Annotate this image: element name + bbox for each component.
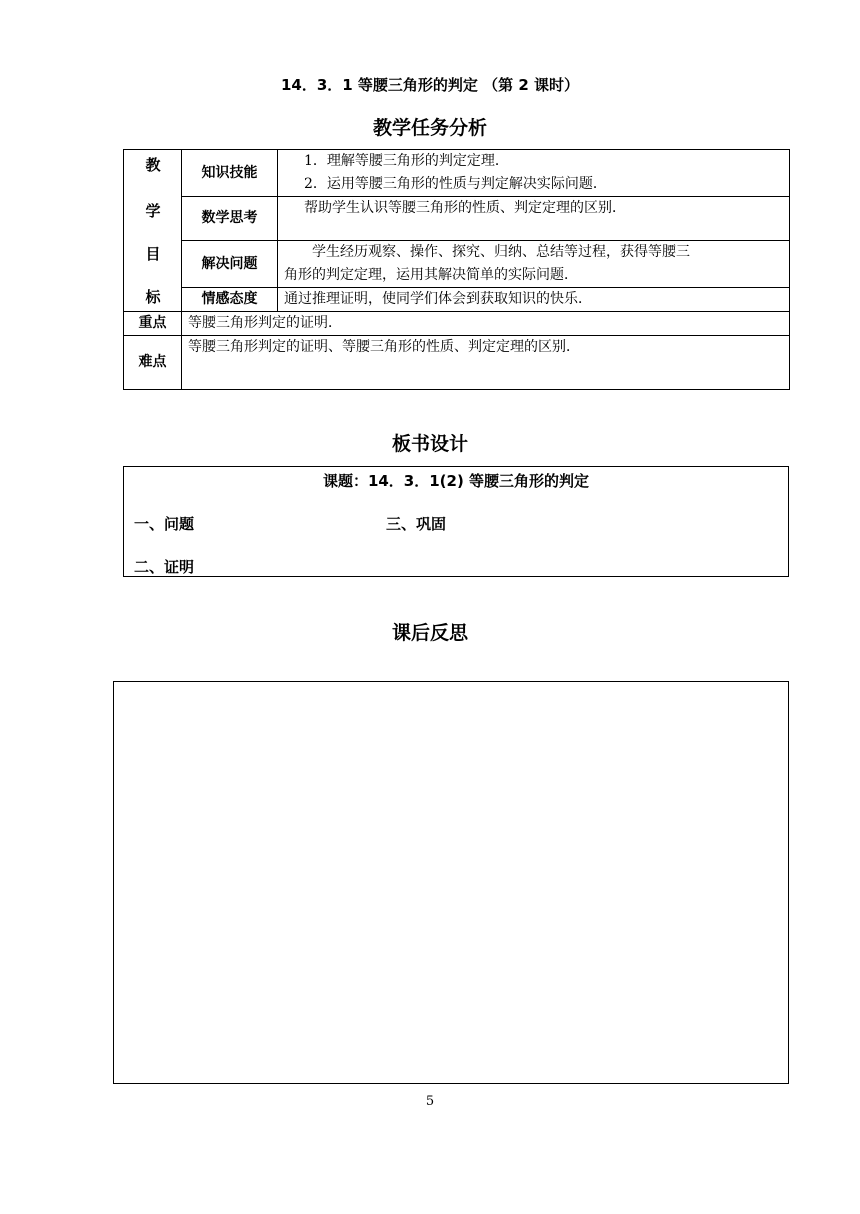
knowledge-line-2: 2．运用等腰三角形的性质与判定解决实际问题． xyxy=(304,176,607,192)
row-label-problem-solving: 解决问题 xyxy=(182,241,278,288)
math-thinking-line-1: 帮助学生认识等腰三角形的性质、判定定理的区别． xyxy=(304,200,626,216)
board-item-proof: 二、证明 xyxy=(134,558,195,576)
problem-solving-line-2: 角形的判定定理，运用其解决简单的实际问题． xyxy=(284,267,578,283)
knowledge-line-1: 1．理解等腰三角形的判定定理． xyxy=(304,153,509,169)
reflection-heading: 课后反思 xyxy=(391,622,468,644)
row-text-problem-solving xyxy=(278,241,790,288)
reflection-box xyxy=(113,681,789,1084)
board-item-question: 一、问题 xyxy=(134,515,195,533)
task-analysis-heading: 教学任务分析 xyxy=(372,117,487,139)
lesson-title: 14．3．1 等腰三角形的判定 （第 2 课时） xyxy=(280,76,580,94)
row-text-math-thinking xyxy=(278,197,790,241)
goal-char-2: 学 xyxy=(145,202,161,220)
difficulty-label: 难点 xyxy=(124,336,182,390)
goal-char-1: 教 xyxy=(145,156,161,174)
goal-char-4: 标 xyxy=(145,288,161,306)
page-number: 5 xyxy=(425,1094,435,1109)
teaching-goal-label xyxy=(124,150,182,312)
key-point-label: 重点 xyxy=(124,312,182,336)
board-item-consolidate: 三、巩固 xyxy=(386,515,447,533)
row-label-math-thinking: 数学思考 xyxy=(182,197,278,241)
board-topic: 课题：14．3．1(2) 等腰三角形的判定 xyxy=(322,472,590,490)
board-design-box xyxy=(123,466,789,577)
key-point-text: 等腰三角形判定的证明． xyxy=(182,312,790,336)
board-design-heading: 板书设计 xyxy=(391,433,468,455)
problem-solving-line-1: 学生经历观察、操作、探究、归纳、总结等过程，获得等腰三 xyxy=(312,244,690,260)
row-label-knowledge: 知识技能 xyxy=(182,150,278,197)
task-analysis-table xyxy=(123,149,790,390)
row-text-knowledge xyxy=(278,150,790,197)
difficulty-text: 等腰三角形判定的证明、等腰三角形的性质、判定定理的区别． xyxy=(182,336,790,390)
row-label-attitude: 情感态度 xyxy=(182,288,278,312)
goal-char-3: 目 xyxy=(145,245,161,263)
row-text-attitude: 通过推理证明，使同学们体会到获取知识的快乐． xyxy=(278,288,790,312)
